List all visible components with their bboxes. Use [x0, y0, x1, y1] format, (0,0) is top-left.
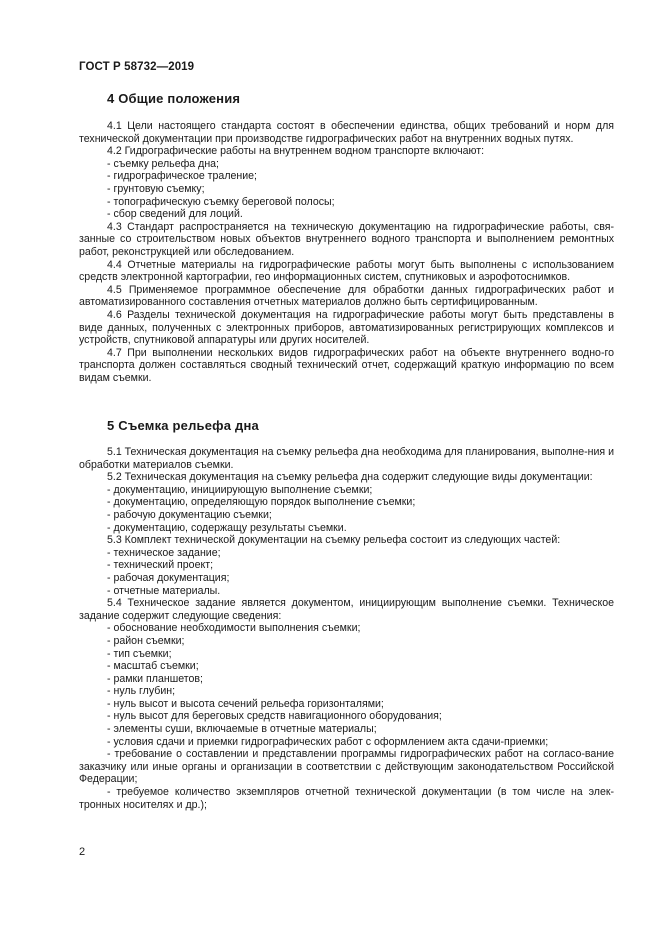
list-item: - рабочая документация; — [107, 571, 230, 584]
list-item: - топографическую съемку береговой полосы; — [107, 195, 335, 208]
section-5-body — [79, 446, 614, 811]
list-item: - рабочую документацию съемки; — [107, 508, 272, 521]
paragraph: 5.4 Техническое задание является документом, инициирующим выполнение съемки. Техническое задание содержит следующие сведения: — [79, 597, 614, 622]
list-item: - условия сдачи и приемки гидрографических работ с оформлением акта сдачи-приемки; — [107, 735, 549, 748]
list-item: - гидрографическое траление; — [107, 170, 257, 183]
list-item: - документацию, определяющую порядок выполнение съемки; — [107, 496, 416, 509]
list-item: - отчетные материалы. — [107, 584, 221, 597]
paragraph: 4.6 Разделы технической документация на гидрографические работы могут быть представлены в виде данных, полученных с электронных приборов, автоматизированных регистрирующих комплексов и устройств, спутниковой аппаратуры или других носителей. — [79, 308, 614, 347]
list-item: - технический проект; — [107, 559, 214, 572]
paragraph: 4.2 Гидрографические работы на внутреннем водном транспорте включают: — [107, 145, 485, 158]
section-4-body — [79, 120, 614, 384]
list-item: - тип съемки; — [107, 647, 172, 660]
section-4-heading: 4 Общие положения — [107, 91, 241, 106]
list-item: - нуль высот для береговых средств навигационного оборудования; — [107, 710, 442, 723]
paragraph: 4.5 Применяемое программное обеспечение для обработки данных гидрографических работ и автоматизированного составления отчетных материалов должно быть сертифицированным. — [79, 283, 614, 309]
paragraph: 5.1 Техническая документация на съемку рельефа дна необходима для планирования, выполне-ния и обработки материалов съемки. — [79, 446, 615, 471]
list-item: - требуемое количество экземпляров отчетной технической документации (в том числе на элек-тронных носителях и др.); — [79, 786, 614, 811]
list-item: - грунтовую съемку; — [107, 182, 205, 195]
list-item: - масштаб съемки; — [107, 660, 199, 673]
standard-designation: ГОСТ Р 58732—2019 — [79, 61, 195, 73]
list-item: - нуль глубин; — [107, 685, 176, 698]
paragraph: 4.4 Отчетные материалы на гидрографические работы могут быть выполнены с использованием средств электронной картографии, гео информационных систем, спутниковых и аэрофотоснимков. — [79, 258, 614, 284]
section-5-heading: 5 Съемка рельефа дна — [107, 418, 259, 433]
page-number: 2 — [79, 846, 86, 858]
list-item: - район съемки; — [107, 634, 185, 647]
paragraph: 4.3 Стандарт распространяется на техническую документацию на гидрографические работы, свя-занные со строительством новых объектов внутреннего водного транспорта и выполнением ремонтных работ, реконструкцией или обследованием. — [79, 220, 614, 258]
list-item: - обоснование необходимости выполнения съемки; — [107, 622, 361, 635]
list-item: - документацию, инициирующую выполнение съемки; — [107, 483, 373, 496]
list-item: - элементы суши, включаемые в отчетные материалы; — [107, 723, 377, 736]
list-item: - документацию, содержащу результаты съемки. — [107, 521, 347, 534]
list-item: - нуль высот и высота сечений рельефа горизонталями; — [107, 697, 384, 710]
list-item: - съемку рельефа дна; — [107, 157, 219, 170]
paragraph: 4.1 Цели настоящего стандарта состоят в обеспечении единства, общих требований и норм для технической документации при производстве гидрографических работ на внутренних водных путях. — [79, 120, 614, 145]
paragraph: 4.7 При выполнении нескольких видов гидрографических работ на объекте внутреннего водно-го транспорта должен составляться сводный технический отчет, содержащий краткую информацию по всем видам съемки. — [79, 346, 614, 384]
list-item: - требование о составлении и представлении программы гидрографических работ на согласо-вание заказчику или иные органы и организации в соответствии с действующим законодательством Российской Федерации; — [79, 748, 614, 786]
list-item: - техническое задание; — [107, 546, 221, 559]
list-item: - сбор сведений для лоций. — [107, 208, 243, 221]
paragraph: 5.2 Техническая документация на съемку рельефа дна содержит следующие виды документации: — [107, 471, 593, 484]
paragraph: 5.3 Комплект технической документации на съемку рельефа состоит из следующих частей: — [107, 534, 561, 547]
list-item: - рамки планшетов; — [107, 672, 203, 685]
